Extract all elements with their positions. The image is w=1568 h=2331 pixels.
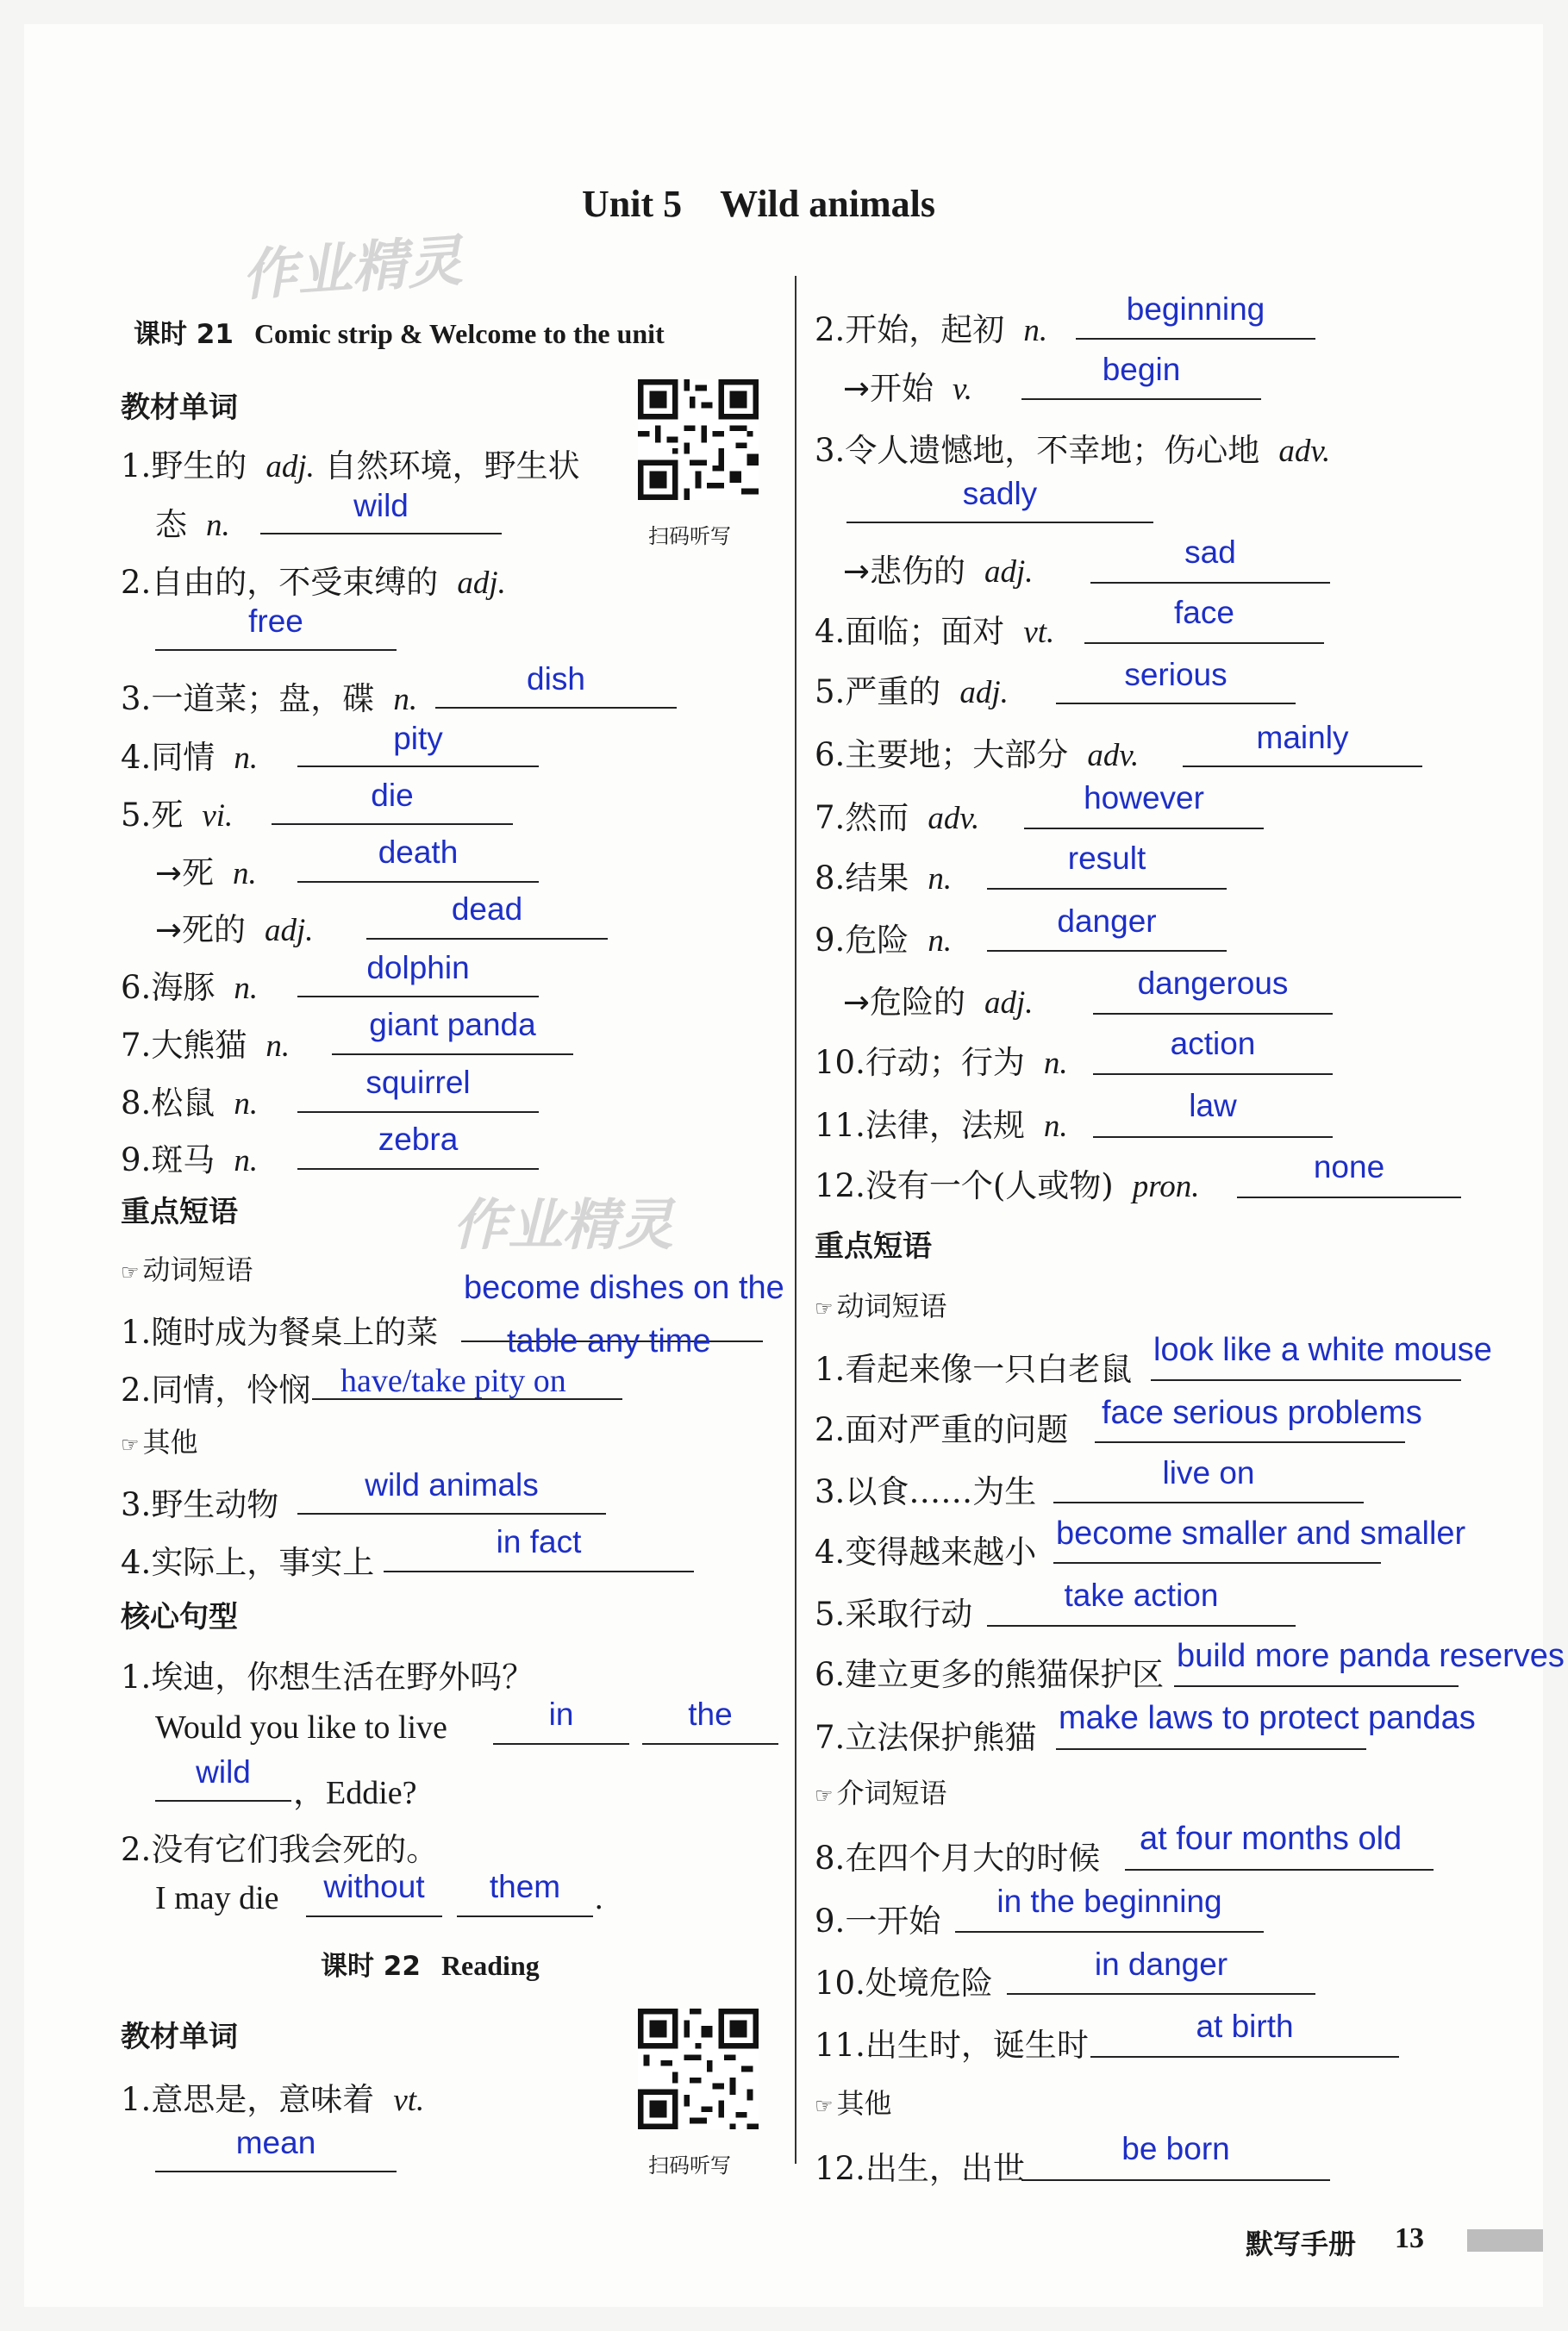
list-item: 1.意思是，意味着 vt. [121, 2081, 425, 2118]
lesson-title: Comic strip & Welcome to the unit [253, 318, 665, 349]
qr-caption: 扫码听写 [648, 2153, 731, 2178]
list-item: 2.没有它们我会死的。 [121, 1831, 439, 1868]
answer-text: have/take pity on [340, 1363, 566, 1399]
answer-text: wild animals [365, 1467, 539, 1503]
answer-text: in the beginning [996, 1884, 1222, 1919]
lesson-22-heading [321, 1944, 540, 1983]
page-edge-tab [1467, 2229, 1543, 2252]
answer-text: none [1313, 1149, 1385, 1184]
lesson-title: Reading [440, 1950, 540, 1981]
answer-blank[interactable] [297, 1111, 539, 1113]
list-item: 3.野生动物 [121, 1486, 279, 1523]
answer-text: live on [1162, 1455, 1255, 1490]
answer-text: dangerous [1137, 966, 1289, 1001]
section-words: 教材单词 [121, 391, 238, 425]
pointing-hand-icon: ☞ [815, 2094, 834, 2118]
answer-blank[interactable] [457, 1915, 593, 1917]
answer-blank[interactable] [1093, 1073, 1333, 1075]
list-item: 态 n. [155, 506, 230, 543]
list-item: 5.严重的 adj. [815, 673, 1009, 710]
lesson-label: 课时 22 [321, 1951, 421, 1982]
answer-blank[interactable] [155, 649, 397, 651]
answer-text: make laws to protect pandas [1059, 1700, 1476, 1736]
answer-text: become smaller and smaller [1056, 1515, 1466, 1552]
answer-blank[interactable] [1090, 2056, 1399, 2058]
list-item: →悲伤的 adj. [843, 553, 1034, 590]
answer-text: face serious problems [1102, 1395, 1422, 1431]
list-item: 6.海豚 n. [121, 969, 259, 1006]
subsection-verb-phrases: ☞ 动词短语 [815, 1290, 947, 1322]
answer-blank[interactable] [1125, 1869, 1434, 1871]
answer-text: become dishes on the [464, 1270, 784, 1306]
list-item: 9.斑马 n. [121, 1141, 259, 1178]
answer-blank[interactable] [987, 1625, 1296, 1627]
answer-blank[interactable] [297, 1513, 606, 1515]
answer-text: at birth [1196, 2009, 1294, 2044]
answer-text: the [688, 1697, 733, 1732]
pointing-hand-icon: ☞ [121, 1260, 140, 1284]
qr-code[interactable] [638, 379, 759, 500]
answer-text: begin [1102, 352, 1181, 387]
list-item: 1.埃迪，你想生活在野外吗？ [121, 1659, 534, 1696]
answer-blank[interactable] [1183, 766, 1422, 767]
answer-text: without [323, 1869, 425, 1904]
footer-book-title: 默写手册 [1246, 2228, 1357, 2260]
answer-blank[interactable] [260, 533, 502, 534]
sentence-english: ，Eddie? [293, 1775, 417, 1811]
answer-blank[interactable] [642, 1743, 778, 1745]
answer-blank[interactable] [1021, 398, 1261, 400]
answer-text: table any time [507, 1323, 711, 1359]
subsection-prep-phrases: ☞ 介词短语 [815, 1777, 947, 1809]
answer-text: death [378, 834, 459, 870]
answer-text: dolphin [366, 950, 470, 985]
answer-blank[interactable] [493, 1743, 629, 1745]
subsection-other: ☞ 其他 [815, 2087, 892, 2120]
answer-text: mean [235, 2125, 316, 2160]
answer-blank[interactable] [987, 888, 1227, 890]
list-item: 8.在四个月大的时候 [815, 1840, 1101, 1877]
sentence-english: Would you like to live [155, 1709, 447, 1746]
sentence-english: . [595, 1880, 603, 1916]
list-item: →死的 adj. [155, 911, 314, 948]
answer-blank[interactable] [1151, 1379, 1461, 1381]
answer-text: sadly [962, 476, 1038, 511]
answer-blank[interactable] [1237, 1197, 1461, 1198]
list-item: 6.主要地；大部分 adv. [815, 736, 1140, 773]
answer-blank[interactable] [155, 2171, 397, 2172]
answer-text: in danger [1094, 1947, 1228, 1982]
answer-text: mainly [1256, 720, 1349, 755]
answer-blank[interactable] [332, 1053, 573, 1055]
list-item: 3.一道菜；盘，碟 n. [121, 680, 418, 717]
list-item: →危险的 adj. [843, 984, 1034, 1021]
unit-title: Unit 5 Wild animals [582, 183, 935, 225]
list-item: 8.松鼠 n. [121, 1084, 259, 1122]
qr-code[interactable] [638, 2009, 759, 2129]
lesson-21-heading [134, 312, 665, 351]
watermark: 作业精灵 [453, 1194, 673, 1258]
answer-blank[interactable] [1056, 703, 1296, 704]
list-item: 4.同情 n. [121, 739, 259, 776]
answer-text: sad [1184, 534, 1236, 570]
answer-text: squirrel [365, 1065, 471, 1100]
answer-blank[interactable] [1093, 1136, 1333, 1138]
list-item: 4.面临；面对 vt. [815, 613, 1055, 650]
pointing-hand-icon: ☞ [121, 1433, 140, 1457]
list-item: 11.法律，法规 n. [815, 1107, 1068, 1144]
list-item: 11.出生时，诞生时 [815, 2027, 1089, 2064]
answer-text: pity [393, 721, 443, 756]
answer-blank[interactable] [846, 522, 1153, 523]
list-item: 1.看起来像一只白老鼠 [815, 1351, 1133, 1388]
answer-text: face [1174, 595, 1234, 630]
list-item: 10.处境危险 [815, 1965, 993, 2002]
section-words: 教材单词 [121, 2020, 238, 2054]
answer-blank[interactable] [1056, 1748, 1366, 1750]
list-item: 5.采取行动 [815, 1596, 973, 1633]
answer-blank[interactable] [306, 1915, 442, 1917]
answer-blank[interactable] [1024, 828, 1264, 829]
list-item: 9.一开始 [815, 1903, 941, 1940]
list-item: 3.以食……为生 [815, 1473, 1037, 1510]
list-item: 7.立法保护熊猫 [815, 1719, 1037, 1756]
list-item: 1.随时成为餐桌上的菜 [121, 1314, 439, 1351]
list-item: 2.自由的，不受束缚的 adj. [121, 564, 506, 601]
section-phrases: 重点短语 [121, 1195, 238, 1229]
answer-text: however [1084, 780, 1204, 816]
page-number: 13 [1395, 2222, 1424, 2254]
answer-text: zebra [378, 1122, 459, 1157]
answer-blank[interactable] [1084, 642, 1324, 644]
list-item: 12.出生，出世 [815, 2150, 1025, 2187]
answer-blank[interactable] [366, 938, 608, 940]
answer-text: at four months old [1140, 1821, 1402, 1857]
list-item: 12.没有一个(人或物) pron. [815, 1167, 1200, 1204]
pointing-hand-icon: ☞ [815, 1297, 834, 1321]
answer-text: take action [1064, 1578, 1219, 1613]
answer-blank[interactable] [297, 996, 539, 997]
answer-text: law [1189, 1088, 1237, 1123]
answer-text: danger [1057, 903, 1157, 939]
list-item: →开始 v. [843, 370, 972, 407]
answer-text: result [1067, 841, 1146, 876]
answer-text: serious [1124, 657, 1228, 692]
list-item: 9.危险 n. [815, 922, 953, 959]
pointing-hand-icon: ☞ [815, 1784, 834, 1808]
list-item: 2.同情，怜悯 [121, 1372, 311, 1409]
answer-blank[interactable] [1090, 582, 1330, 584]
answer-blank[interactable] [1095, 1441, 1405, 1443]
list-item: 4.变得越来越小 [815, 1534, 1037, 1571]
answer-text: free [248, 603, 303, 639]
answer-text: beginning [1126, 291, 1265, 327]
list-item: 7.然而 adv. [815, 799, 980, 836]
answer-blank[interactable] [1007, 1993, 1315, 1995]
answer-text: dish [527, 661, 585, 697]
answer-blank[interactable] [1093, 1013, 1333, 1015]
section-sentences: 核心句型 [121, 1600, 238, 1634]
answer-text: action [1170, 1026, 1256, 1061]
answer-blank[interactable] [987, 950, 1227, 952]
answer-text: build more panda reserves [1177, 1638, 1565, 1674]
list-item: 7.大熊猫 n. [121, 1027, 290, 1064]
answer-blank[interactable] [1021, 2179, 1330, 2181]
answer-blank[interactable] [1076, 338, 1315, 340]
subsection-verb-phrases: ☞ 动词短语 [121, 1253, 253, 1286]
qr-caption: 扫码听写 [648, 524, 731, 548]
list-item: 2.开始，起初 n. [815, 311, 1048, 348]
column-divider [795, 276, 796, 2164]
list-item: 6.建立更多的熊猫保护区 [815, 1656, 1165, 1693]
answer-text: be born [1121, 2131, 1230, 2166]
answer-text: in fact [496, 1524, 582, 1559]
answer-blank[interactable] [297, 881, 539, 883]
answer-blank[interactable] [1053, 1502, 1364, 1503]
answer-blank[interactable] [272, 823, 513, 825]
answer-blank[interactable] [297, 1168, 539, 1170]
answer-text: dead [451, 891, 523, 927]
answer-text: them [489, 1869, 561, 1904]
answer-text: look like a white mouse [1153, 1332, 1492, 1368]
answer-text: die [371, 778, 414, 813]
list-item: 1.野生的 adj. 自然环境，野生状 [121, 447, 580, 484]
answer-blank[interactable] [955, 1931, 1264, 1933]
sentence-english: I may die [155, 1880, 279, 1916]
answer-text: wild [196, 1754, 251, 1790]
subsection-other: ☞ 其他 [121, 1426, 198, 1459]
list-item: 10.行动；行为 n. [815, 1044, 1068, 1081]
watermark: 作业精灵 [240, 229, 465, 309]
list-item: 4.实际上，事实上 [121, 1544, 375, 1581]
answer-text: giant panda [369, 1007, 536, 1042]
answer-blank[interactable] [384, 1571, 694, 1572]
list-item: 8.结果 n. [815, 859, 953, 897]
answer-blank[interactable] [1174, 1685, 1459, 1687]
list-item: 5.死 vi. [121, 797, 234, 834]
answer-blank[interactable] [297, 766, 539, 767]
list-item: 3.令人遗憾地，不幸地；伤心地 adv. [815, 432, 1331, 469]
list-item: 2.面对严重的问题 [815, 1411, 1069, 1448]
answer-blank[interactable] [435, 707, 677, 709]
answer-blank[interactable] [1053, 1562, 1381, 1564]
answer-text: wild [353, 488, 409, 523]
answer-blank[interactable] [155, 1800, 291, 1802]
list-item: →死 n. [155, 854, 257, 891]
section-phrases: 重点短语 [815, 1229, 932, 1264]
answer-text: in [548, 1697, 574, 1732]
lesson-label: 课时 21 [134, 319, 234, 350]
